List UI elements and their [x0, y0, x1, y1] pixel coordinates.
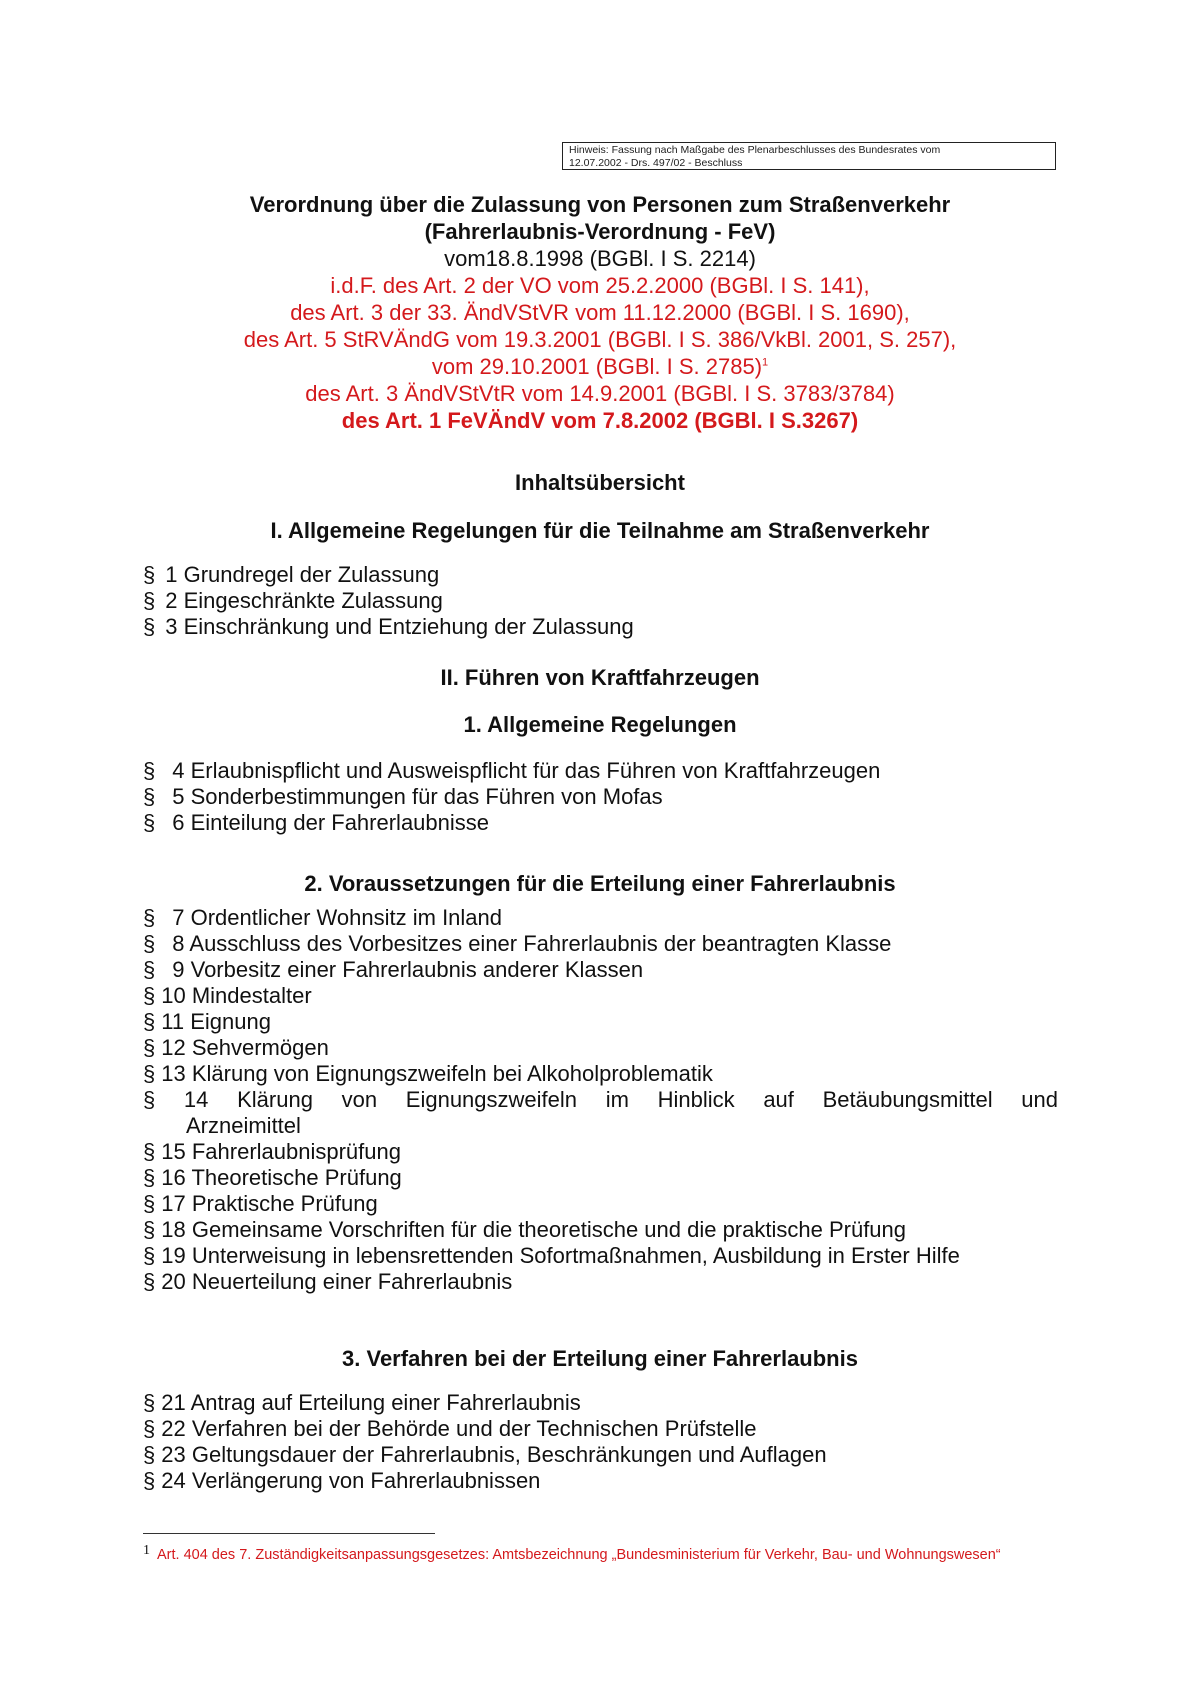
title-date: vom18.8.1998 (BGBl. I S. 2214) [444, 246, 756, 271]
toc-item-19[interactable] [143, 1243, 960, 1269]
amendment-4 [0, 354, 1200, 380]
section-number: 5 [172, 784, 185, 809]
amendment-4-text: vom 29.10.2001 (BGBl. I S. 2785) [431, 354, 763, 379]
section-symbol: § [143, 1416, 156, 1441]
section-label: Erlaubnispflicht und Ausweispflicht für das Führen von Kraftfahrzeugen [184, 758, 881, 783]
section-number: 8 [172, 931, 185, 956]
section-symbol: § [143, 1165, 156, 1190]
section-symbol: § [143, 983, 156, 1008]
section-number: 6 [172, 810, 185, 835]
section-label: Einschränkung und Entziehung der Zulassung [177, 614, 634, 639]
section-symbol: § [143, 1217, 156, 1242]
footnote-text: Art. 404 des 7. Zuständigkeitsanpassungsgesetzes: Amtsbezeichnung „Bundesministerium für Verkehr, Bau- und Wohnungswesen“ [157, 1547, 1001, 1563]
section-number: 18 [161, 1217, 186, 1242]
section-label: Neuerteilung einer Fahrerlaubnis [185, 1269, 513, 1294]
title-line-1: Verordnung über die Zulassung von Personen zum Straßenverkehr [249, 192, 951, 217]
section-label: Eignung [184, 1009, 271, 1034]
toc-item-9[interactable] [143, 957, 643, 983]
section-label: Verlängerung von Fahrerlaubnissen [185, 1468, 541, 1493]
latest-amendment: des Art. 1 FeVÄndV vom 7.8.2002 (BGBl. I S.3267) [341, 408, 859, 433]
section-label: Theoretische Prüfung [185, 1165, 402, 1190]
toc-item-1[interactable] [143, 562, 439, 588]
section-number: 23 [161, 1442, 186, 1467]
footnote-divider [143, 1533, 435, 1534]
section-label: Sehvermögen [185, 1035, 329, 1060]
section-symbol: § [143, 1191, 156, 1216]
toc-item-3[interactable] [143, 614, 634, 640]
toc-item-24[interactable] [143, 1468, 540, 1494]
section-number: 11 [161, 1009, 185, 1034]
section-number: 3 [165, 614, 178, 639]
sub2-heading: 2. Voraussetzungen für die Erteilung einer Fahrerlaubnis [304, 871, 896, 896]
section-label: Verfahren bei der Behörde und der Technischen Prüfstelle [185, 1416, 757, 1441]
toc-item-4[interactable] [143, 758, 880, 784]
toc-item-6[interactable] [143, 810, 489, 836]
section-label: Antrag auf Erteilung einer Fahrerlaubnis [185, 1390, 581, 1415]
section-label: Praktische Prüfung [185, 1191, 378, 1216]
toc-item-2[interactable] [143, 588, 443, 614]
section-label: Eingeschränkte Zulassung [177, 588, 443, 613]
section-label: Grundregel der Zulassung [177, 562, 440, 587]
toc-item-7[interactable] [143, 905, 502, 931]
section-number: 4 [172, 758, 185, 783]
section-number: 12 [161, 1035, 186, 1060]
section-label: Klärung von Eignungszweifeln bei Alkoholproblematik [185, 1061, 713, 1086]
section-number: 19 [161, 1243, 186, 1268]
toc-item-15[interactable] [143, 1139, 401, 1165]
section-symbol: § [143, 1243, 156, 1268]
toc-item-11[interactable] [143, 1009, 271, 1035]
sub1-heading: 1. Allgemeine Regelungen [463, 712, 737, 737]
toc-item-8[interactable] [143, 931, 891, 957]
toc-item-23[interactable] [143, 1442, 827, 1468]
toc-item-17[interactable] [143, 1191, 378, 1217]
section-label: Einteilung der Fahrerlaubnisse [184, 810, 490, 835]
toc-item-5[interactable] [143, 784, 663, 810]
section-label: Gemeinsame Vorschriften für die theoretische und die praktische Prüfung [185, 1217, 907, 1242]
toc-item-21[interactable] [143, 1390, 581, 1416]
section-symbol: § [143, 1035, 156, 1060]
toc-item-16[interactable] [143, 1165, 402, 1191]
footnote-mark: 1 [143, 1543, 150, 1558]
section-symbol: § [143, 1139, 156, 1164]
section-symbol: § [143, 1468, 156, 1493]
section-number: 9 [172, 957, 185, 982]
section-label: Geltungsdauer der Fahrerlaubnis, Beschränkungen und Auflagen [185, 1442, 827, 1467]
section-number: 17 [161, 1191, 186, 1216]
section-number: 21 [161, 1390, 186, 1415]
section-number: 16 [161, 1165, 186, 1190]
amendment-5: des Art. 3 ÄndVStVtR vom 14.9.2001 (BGBl. I S. 3783/3784) [305, 381, 895, 406]
section-symbol: § [143, 588, 156, 613]
amendment-2: des Art. 3 der 33. ÄndVStVR vom 11.12.2000 (BGBl. I S. 1690), [290, 300, 910, 325]
section-number: 13 [161, 1061, 186, 1086]
section-number: 20 [161, 1269, 186, 1294]
amendment-3: des Art. 5 StRVÄndG vom 19.3.2001 (BGBl. I S. 386/VkBl. 2001, S. 257), [243, 327, 957, 352]
toc-heading: Inhaltsübersicht [515, 470, 685, 495]
section-symbol: § [143, 614, 156, 639]
section-number: 7 [172, 905, 185, 930]
section-number: 24 [161, 1468, 186, 1493]
section-label: Sonderbestimmungen für das Führen von Mofas [184, 784, 663, 809]
section-number: 15 [161, 1139, 186, 1164]
sub3-heading: 3. Verfahren bei der Erteilung einer Fahrerlaubnis [342, 1346, 858, 1371]
section-symbol: § [143, 1442, 156, 1467]
part2-heading: II. Führen von Kraftfahrzeugen [440, 665, 760, 690]
note-box [562, 142, 1056, 170]
section-symbol: § [143, 810, 156, 835]
section-symbol: § [143, 957, 156, 982]
section-symbol: § [143, 784, 156, 809]
toc-item-14-continuation[interactable]: Arzneimittel [186, 1113, 301, 1138]
section-label: Vorbesitz einer Fahrerlaubnis anderer Klassen [184, 957, 644, 982]
section-symbol: § [143, 905, 156, 930]
toc-item-22[interactable] [143, 1416, 756, 1442]
section-symbol: § [143, 1061, 156, 1086]
section-symbol: § [143, 562, 156, 587]
section-symbol: § [143, 1269, 156, 1294]
section-number: 10 [161, 983, 186, 1008]
section-label: Mindestalter [185, 983, 312, 1008]
section-label: Fahrerlaubnisprüfung [185, 1139, 401, 1164]
section-number: 22 [161, 1416, 186, 1441]
section-label: Ordentlicher Wohnsitz im Inland [184, 905, 503, 930]
section-label: Ausschluss des Vorbesitzes einer Fahrerlaubnis der beantragten Klasse [184, 931, 892, 956]
section-number: 1 [165, 562, 178, 587]
toc-item-18[interactable] [143, 1217, 906, 1243]
note-line-2: 12.07.2002 - Drs. 497/02 - Beschluss [569, 157, 743, 169]
toc-item-10[interactable] [143, 983, 312, 1009]
title-line-2: (Fahrerlaubnis-Verordnung - FeV) [424, 219, 776, 244]
toc-item-12[interactable] [143, 1035, 329, 1061]
amendment-1: i.d.F. des Art. 2 der VO vom 25.2.2000 (BGBl. I S. 141), [330, 273, 870, 298]
section-symbol: § [143, 1390, 156, 1415]
section-number: 2 [165, 588, 178, 613]
note-line-1: Hinweis: Fassung nach Maßgabe des Plenarbeschlusses des Bundesrates vom [569, 144, 941, 156]
toc-item-20[interactable] [143, 1269, 512, 1295]
footnote-ref[interactable]: 1 [762, 356, 769, 369]
section-symbol: § [143, 758, 156, 783]
section-symbol: § [143, 931, 156, 956]
section-symbol: § [143, 1009, 156, 1034]
section-label: Unterweisung in lebensrettenden Sofortmaßnahmen, Ausbildung in Erster Hilfe [185, 1243, 960, 1268]
toc-item-14[interactable]: § 14 Klärung von Eignungszweifeln im Hinblick auf Betäubungsmittel und [143, 1087, 1058, 1112]
part1-heading: I. Allgemeine Regelungen für die Teilnahme am Straßenverkehr [270, 518, 930, 543]
toc-item-13[interactable] [143, 1061, 713, 1087]
